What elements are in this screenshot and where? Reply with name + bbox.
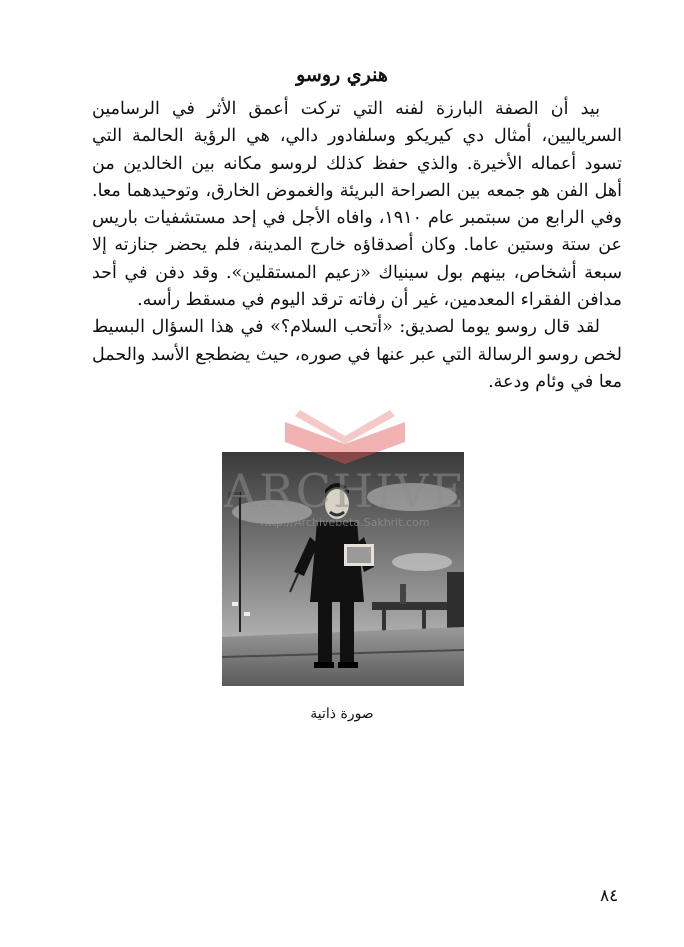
- paragraph-2: لقد قال روسو يوما لصديق: «أتحب السلام؟» في هذا السؤال البسيط لخص روسو الرسالة التي عبر عنها في صوره، حيث يضطجع الأسد والحمل معا في وئام ودعة.: [92, 317, 622, 392]
- watermark-url: http://Archivebeta.Sakhrit.com: [260, 516, 430, 529]
- watermark-text: ARCHIVE: [223, 464, 467, 518]
- paragraph-1: بيد أن الصفة البارزة لفنه التي تركت أعمق الأثر في الرسامين السرياليين، أمثال دي كيريكو وسلفادور دالي، هي الرؤية الحالمة التي تسود أعماله الأخيرة. والذي حفظ كذلك لروسو مكانه بين الخالدين من أهل الفن هو جمعه بين الصراحة البريئة والغموض الخارق، وتوحيدهما معا. وفي الرابع من سبتمبر عام ١٩١٠، وافاه الأجل في إحد مستشفيات باريس عن ستة وستين عاما. وكان أصدقاؤه خارج المدينة، فلم يحضر جنازته إلا سبعة أشخاص، بينهم بول سينياك «زعيم المستقلين». وقد دفن في أحد مدافن الفقراء المعدمين، غير أن رفاته ترقد اليوم في مسقط رأسه.: [92, 99, 622, 311]
- page-number: ٨٤: [600, 886, 619, 906]
- image-caption: صورة ذاتية: [310, 706, 374, 722]
- body-text: [92, 96, 622, 396]
- chapter-title: هنري روسو: [296, 64, 388, 86]
- self-portrait-image: [222, 452, 464, 686]
